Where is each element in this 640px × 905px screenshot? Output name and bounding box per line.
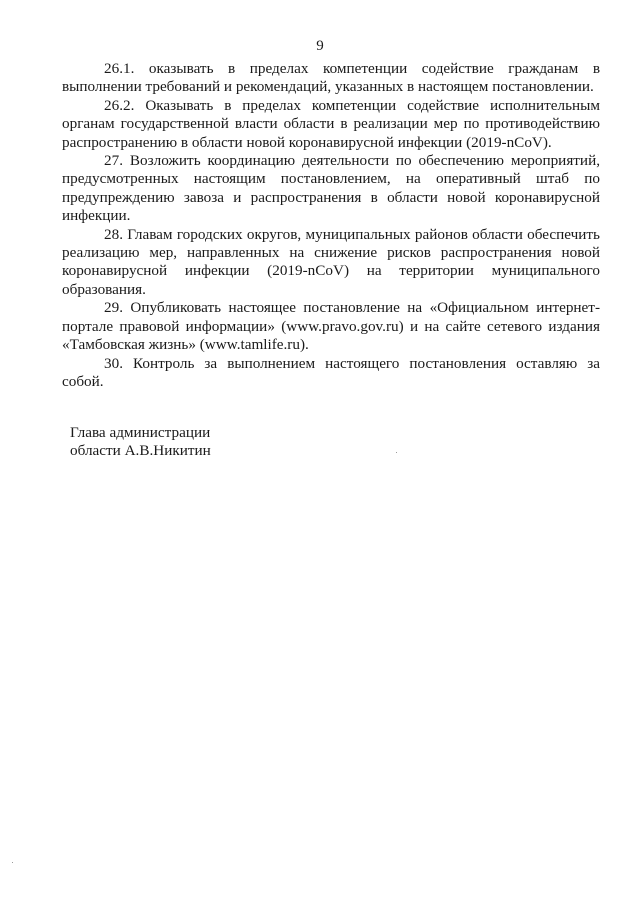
signature-title: Глава администрации [70, 424, 211, 441]
paragraph-30: 30. Контроль за выполнением настоящего постановления оставляю за собой. [62, 354, 600, 390]
scan-artifact [12, 862, 13, 863]
scan-artifact [396, 452, 397, 453]
paragraph-26-1: 26.1. оказывать в пределах компетенции содействие гражданам в выполнении требований и рекомендаций, указанных в настоящем постановлении. [62, 60, 600, 96]
page-number: 9 [316, 38, 324, 54]
document-body [62, 60, 600, 391]
paragraph-29: 29. Опубликовать настоящее постановление на «Официальном интернет-портале правовой информации» (www.pravo.gov.ru) и на сайте сетевого издания «Тамбовская жизнь» (www.tamlife.ru). [62, 299, 600, 354]
signature-name: области А.В.Никитин [70, 442, 211, 459]
paragraph-27: 27. Возложить координацию деятельности по обеспечению мероприятий, предусмотренных настоящим постановлением, на оперативный штаб по предупреждению завоза и распространения в области новой коронавирусной инфекции. [62, 152, 600, 225]
paragraph-26-2: 26.2. Оказывать в пределах компетенции содействие исполнительным органам государственной власти области в реализации мер по противодействию распространению в области новой коронавирусной инфекции (2019-nCoV). [62, 96, 600, 151]
signature-block [70, 424, 211, 460]
paragraph-28: 28. Главам городских округов, муниципальных районов области обеспечить реализацию мер, направленных на снижение рисков распространения новой коронавирусной инфекции (2019-nCoV) на территории муниципального образования. [62, 225, 600, 298]
